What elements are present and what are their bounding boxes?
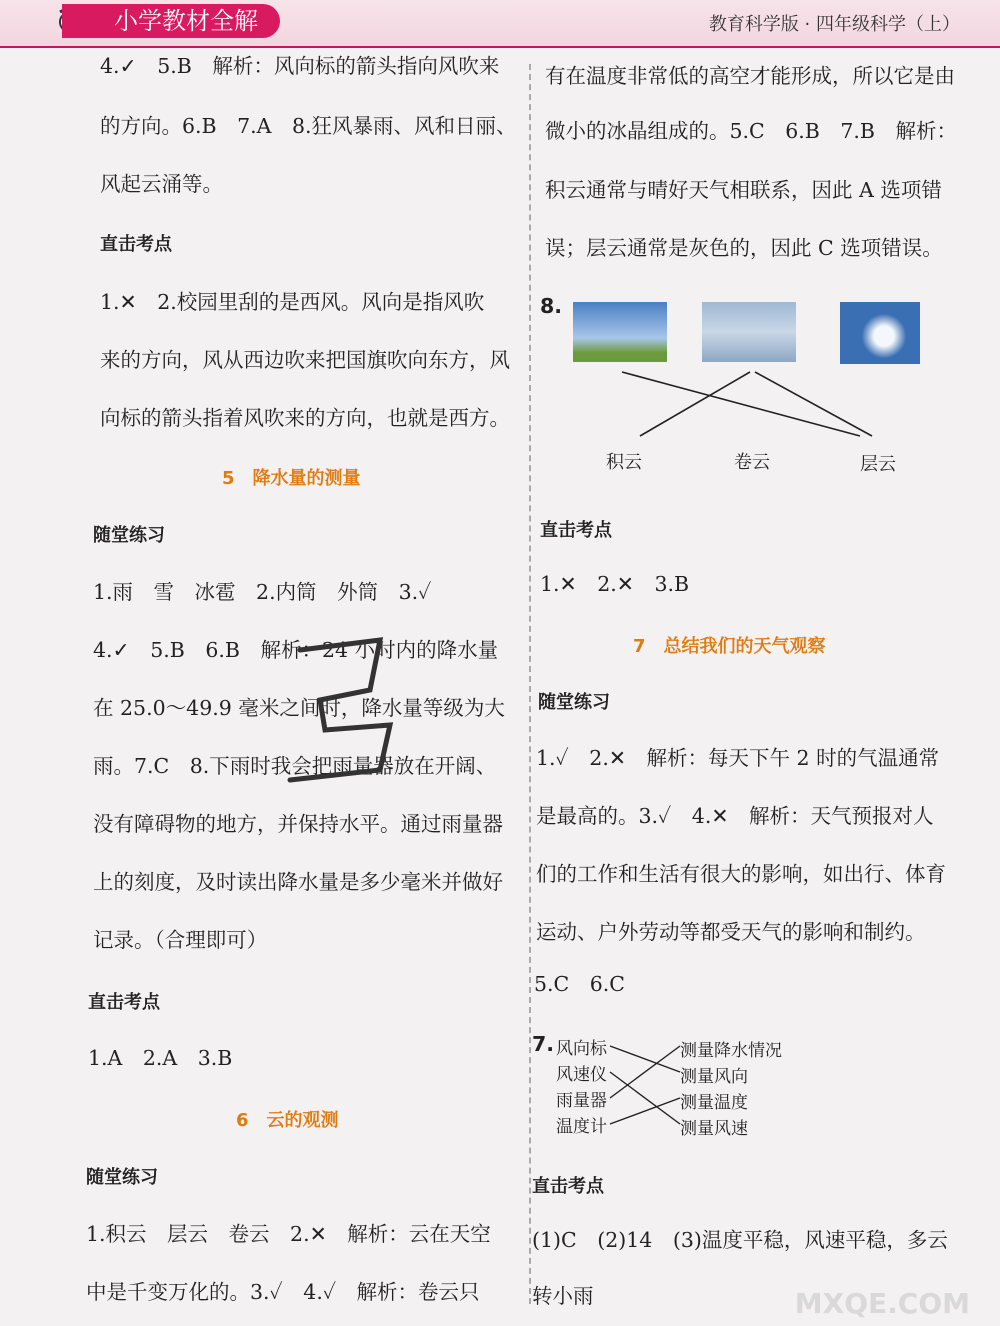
handwritten-stamp-icon xyxy=(270,630,410,800)
answer-line: 1.A 2.A 3.B xyxy=(88,1046,233,1070)
answer-line: 在 25.0～49.9 毫米之间时，降水量等级为大 xyxy=(93,696,505,720)
instrument-label: 风速仪 xyxy=(556,1065,607,1085)
answer-line: 向标的箭头指着风吹来的方向，也就是西方。 xyxy=(100,406,510,430)
answer-line: 来的方向，风从西边吹来把国旗吹向东方，风 xyxy=(100,348,510,372)
page-header xyxy=(0,0,1000,48)
section-heading: 直击考点 xyxy=(100,234,172,255)
answer-line: 转小雨 xyxy=(532,1284,594,1308)
purpose-label: 测量风速 xyxy=(680,1119,748,1139)
answer-line: (1)C (2)14 (3)温度平稳，风速平稳，多云 xyxy=(532,1228,948,1252)
answer-line: 有在温度非常低的高空才能形成，所以它是由 xyxy=(545,64,955,88)
answer-line: 是最高的。3.✓ 4.✕ 解析：天气预报对人 xyxy=(536,804,934,828)
answer-line: 1.✕ 2.✕ 3.B xyxy=(540,572,690,596)
cumulus-photo xyxy=(573,302,667,362)
book-title: 小学教材全解 xyxy=(62,4,280,38)
section-heading: 直击考点 xyxy=(532,1176,604,1197)
matching-lines xyxy=(608,1036,684,1136)
answer-line: 运动、户外劳动等都受天气的影响和制约。 xyxy=(536,920,926,944)
edition-label: 教育科学版 · 四年级科学（上） xyxy=(708,14,960,35)
answer-line: 5.C 6.C xyxy=(534,972,625,996)
answer-line: 1.✓ 2.✕ 解析：每天下午 2 时的气温通常 xyxy=(536,746,940,770)
answer-line: 中是千变万化的。3.✓ 4.✓ 解析：卷云只 xyxy=(86,1280,480,1304)
answer-line: 4.✓ 5.B 解析：风向标的箭头指向风吹来 xyxy=(100,54,500,78)
purpose-label: 测量风向 xyxy=(680,1067,748,1087)
lesson-title: 7 总结我们的天气观察 xyxy=(633,636,826,657)
answer-line: 误；层云通常是灰色的，因此 C 选项错误。 xyxy=(545,236,943,260)
answer-line: 记录。（合理即可） xyxy=(93,928,268,952)
answer-line: 上的刻度，及时读出降水量是多少毫米并做好 xyxy=(93,870,503,894)
answer-line: 的方向。6.B 7.A 8.狂风暴雨、风和日丽、 xyxy=(100,114,517,138)
lesson-title: 6 云的观测 xyxy=(236,1110,339,1131)
section-heading: 随堂练习 xyxy=(93,525,165,546)
section-heading: 直击考点 xyxy=(88,992,160,1013)
stratus-photo xyxy=(840,302,920,364)
answer-line: 积云通常与晴好天气相联系，因此 A 选项错 xyxy=(545,178,942,202)
purpose-label: 测量降水情况 xyxy=(680,1041,782,1061)
answer-line: 微小的冰晶组成的。5.C 6.B 7.B 解析： xyxy=(545,119,957,143)
column-divider xyxy=(529,64,531,1304)
section-heading: 随堂练习 xyxy=(538,692,610,713)
site-watermark: MXQE.COM xyxy=(794,1287,970,1320)
instrument-label: 风向标 xyxy=(556,1039,607,1059)
instrument-label: 温度计 xyxy=(556,1117,607,1137)
answer-line: 1.✕ 2.校园里刮的是西风。风向是指风吹 xyxy=(100,290,485,314)
answer-line: 1.雨 雪 冰雹 2.内筒 外筒 3.✓ xyxy=(93,580,432,604)
instrument-label: 雨量器 xyxy=(556,1091,607,1111)
answer-line: 们的工作和生活有很大的影响，如出行、体育 xyxy=(536,862,946,886)
cloud-label: 积云 xyxy=(606,452,642,473)
section-heading: 直击考点 xyxy=(540,520,612,541)
question-number: 7. xyxy=(532,1032,555,1056)
purpose-label: 测量温度 xyxy=(680,1093,748,1113)
answer-line: 没有障碍物的地方，并保持水平。通过雨量器 xyxy=(93,812,503,836)
answer-line: 4.✓ 5.B 6.B 解析：24 小时内的降水量 xyxy=(93,638,499,662)
matching-lines xyxy=(560,360,940,440)
section-heading: 随堂练习 xyxy=(86,1167,158,1188)
cloud-label: 层云 xyxy=(860,454,896,475)
answer-line: 风起云涌等。 xyxy=(100,172,223,196)
lesson-title: 5 降水量的测量 xyxy=(222,468,361,489)
answer-line: 1.积云 层云 卷云 2.✕ 解析：云在天空 xyxy=(86,1222,491,1246)
question-number: 8. xyxy=(540,294,563,318)
answer-line: 雨。7.C 8.下雨时我会把雨量器放在开阔、 xyxy=(93,754,497,778)
cirrus-photo xyxy=(702,302,796,362)
cloud-label: 卷云 xyxy=(734,452,770,473)
